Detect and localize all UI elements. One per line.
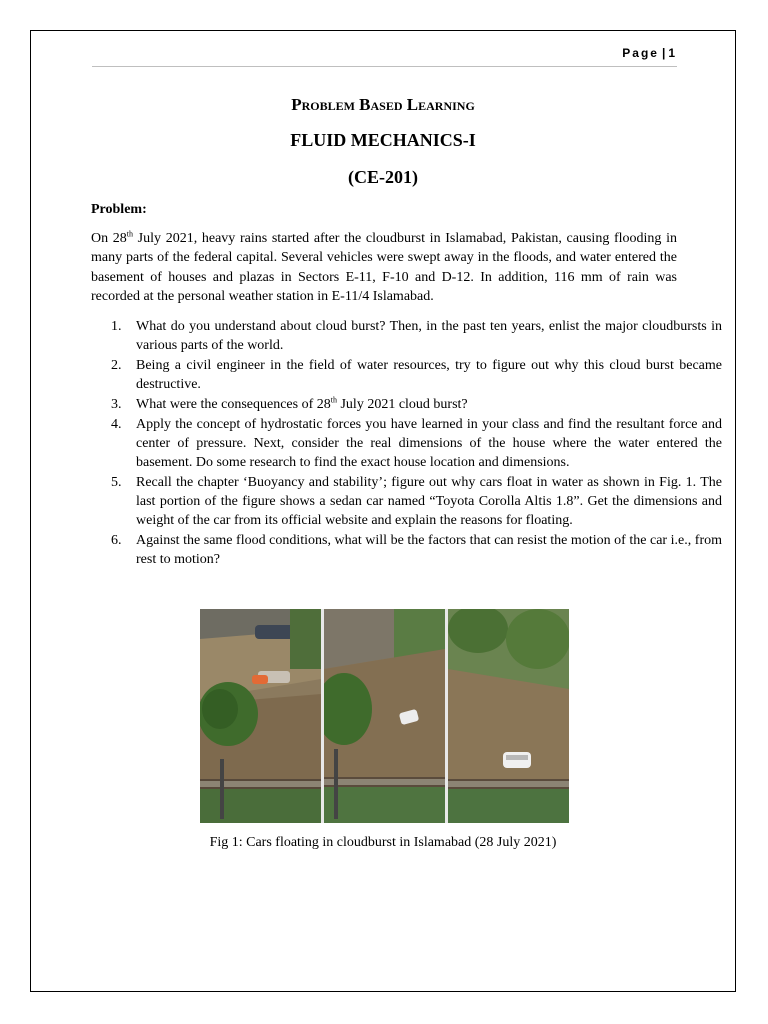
photo-panel-3 — [448, 609, 569, 823]
question-item: 5. Recall the chapter ‘Buoyancy and stability’; figure out why cars float in water as shown in Fig. 1. The last portion of the figure shows a sedan car named “Toyota Corolla Altis 1.8”. Get the dimensions and weight of the car from its official website and explain the reasons for floating. — [111, 475, 722, 528]
question-number: 3. — [111, 397, 122, 412]
header-separator: | — [661, 46, 666, 60]
question-number: 4. — [111, 417, 122, 432]
photo-panel-1 — [200, 609, 321, 823]
question-number: 6. — [111, 533, 122, 548]
page-header — [92, 46, 677, 67]
problem-statement: On 28th July 2021, heavy rains started after the cloudburst in Islamabad, Pakistan, causing flooding in many parts of the federal capital. Several vehicles were swept away in the floods, and water entered the basement of houses and plazas in Sectors E-11, F-10 and D-12. In addition, 116 mm of rain was recorded at the personal weather station in E-11/4 Islamabad. — [91, 229, 677, 304]
title-course-code: (CE-201) — [347, 167, 418, 187]
question-item: 1. What do you understand about cloud burst? Then, in the past ten years, enlist the major cloudbursts in various parts of the world. — [111, 319, 722, 353]
photo-panel-2 — [324, 609, 445, 823]
question-item: 3. What were the consequences of 28th July 2021 cloud burst? — [111, 395, 468, 412]
document-page — [30, 30, 736, 992]
question-number: 1. — [111, 319, 122, 334]
question-item: 6. Against the same flood conditions, what will be the factors that can resist the motion of the car i.e., from rest to motion? — [111, 533, 722, 567]
question-list — [91, 317, 722, 570]
page-number: 1 — [668, 46, 677, 60]
flood-photo-figure — [200, 609, 569, 823]
question-number: 2. — [111, 358, 122, 373]
problem-label: Problem: — [91, 202, 147, 217]
figure-caption: Fig 1: Cars floating in cloudburst in Islamabad (28 July 2021) — [209, 835, 557, 850]
title-problem-based-learning: Problem Based Learning — [291, 95, 475, 114]
page-label: Page — [622, 46, 659, 60]
question-item: 4. Apply the concept of hydrostatic forces you have learned in your class and find the resultant force and center of pressure. Next, consider the real dimensions of the house where the water entered the basement. Do some research to find the exact house location and dimensions. — [111, 417, 722, 470]
title-course-name: FLUID MECHANICS-I — [290, 130, 476, 150]
question-item: 2. Being a civil engineer in the field of water resources, try to figure out why this cloud burst became destructive. — [111, 358, 722, 392]
question-number: 5. — [111, 475, 122, 490]
